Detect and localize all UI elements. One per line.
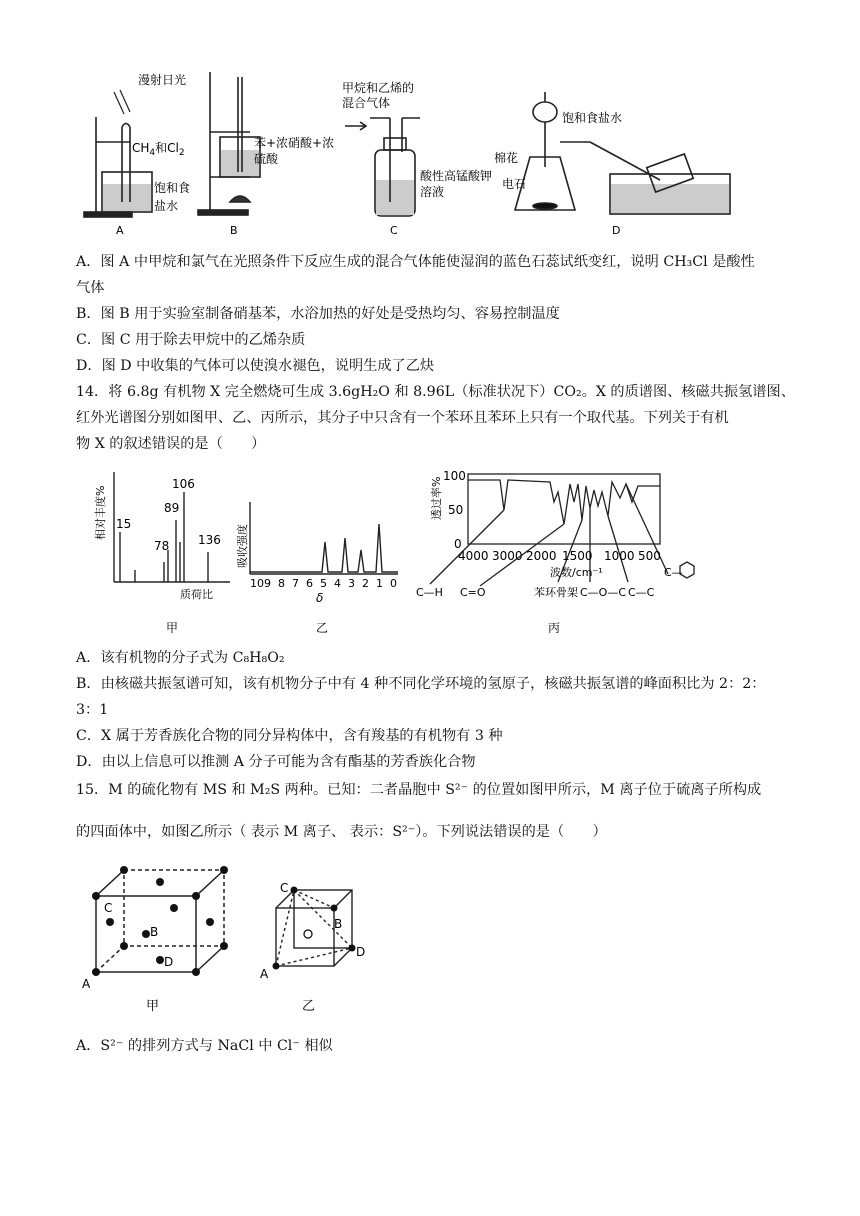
nmr-tick: 10 (250, 577, 264, 590)
apparatus-a-water-text-1: 饱和食 (154, 181, 191, 195)
ir-ylabel: 透过率% (430, 476, 443, 520)
nmr-tick: 1 (376, 577, 383, 590)
q15-option-a: A．S²⁻ 的排列方式与 NaCl 中 Cl⁻ 相似 (76, 1038, 333, 1054)
ir-band-coc: C—O—C (580, 586, 627, 599)
crystal-jia-label-d: D (164, 955, 174, 969)
apparatus-c-gas-text-1: 甲烷和乙烯的 (342, 81, 415, 95)
crystal-figure (76, 852, 396, 1017)
nmr-tick: 6 (306, 577, 313, 590)
apparatus-a-light-text: 漫射日光 (138, 73, 187, 87)
apparatus-a-label: A (116, 224, 124, 237)
nmr-tick: 9 (264, 577, 271, 590)
ir-band-cc: C—C (628, 586, 655, 599)
apparatus-b (198, 72, 260, 215)
q15-stem-line1: 15．M 的硫化物有 MS 和 M₂S 两种。已知：二者晶胞中 S²⁻ 的位置如图甲所示，M 离子位于硫离子所构成 (76, 782, 762, 798)
apparatus-d-label: D (612, 224, 621, 237)
crystal-yi-label-d: D (356, 945, 366, 959)
apparatus-b-text-1: 苯+浓硝酸+浓 (254, 136, 335, 150)
ir-band-cphenyl: C— (664, 566, 683, 579)
q14-option-c: C．X 属于芳香族化合物的同分异构体中，含有羧基的有机物有 3 种 (76, 728, 503, 744)
crystal-yi-label-c: C (280, 881, 289, 895)
apparatus-b-label: B (230, 224, 238, 237)
q14-stem-line1: 14．将 6.8g 有机物 X 完全燃烧可生成 3.6gH₂O 和 8.96L（标准状况下）CO₂。X 的质谱图、核磁共振氢谱图、 (76, 384, 795, 400)
apparatus-c-label: C (390, 224, 398, 237)
crystal-yi-label-b: B (334, 917, 343, 931)
ir-xtick: 1500 (562, 549, 593, 563)
nmr-tick: 3 (348, 577, 355, 590)
nmr-ylabel: 吸收强度 (236, 524, 249, 568)
mass-peak-15: 15 (116, 517, 132, 531)
crystal-jia-atoms (92, 866, 228, 976)
mass-peak-78: 78 (154, 539, 170, 553)
nmr-ticks (250, 577, 397, 590)
apparatus-c (345, 118, 420, 216)
mass-peak-106: 106 (172, 477, 195, 491)
ir-band-ch: C—H (416, 586, 443, 599)
q14-option-d: D．由以上信息可以推测 A 分子可能为含有酯基的芳香族化合物 (76, 754, 476, 770)
q14-option-b-line2: 3：1 (76, 702, 109, 718)
nmr-xlabel: δ (316, 591, 324, 605)
crystal-yi-caption: 乙 (302, 999, 316, 1014)
crystal-jia-label-b: B (150, 925, 159, 939)
crystal-jia-label-c: C (104, 901, 113, 915)
q13-option-a-line1: A．图 A 中甲烷和氯气在光照条件下反应生成的混合气体能使湿润的蓝色石蕊试纸变红，说明 CH₃Cl 是酸性 (76, 254, 755, 270)
q14-stem-line3: 物 X 的叙述错误的是（ ） (76, 436, 266, 452)
nmr-tick: 8 (278, 577, 285, 590)
apparatus-d (515, 92, 730, 214)
ir-band-ring: 苯环骨架 (534, 586, 578, 599)
crystal-jia-label-a: A (82, 977, 91, 991)
nmr-caption: 乙 (316, 621, 329, 635)
nmr-tick: 2 (362, 577, 369, 590)
apparatus-d-funnel-text: 饱和食盐水 (562, 111, 623, 125)
ir-xtick: 4000 (458, 549, 489, 563)
ir-caption: 丙 (548, 621, 561, 635)
nmr-tick: 4 (334, 577, 341, 590)
ir-ytick-50: 50 (448, 503, 464, 517)
mass-peak-89: 89 (164, 501, 180, 515)
q15-stem-line2: 的四面体中，如图乙所示（ 表示 M 离子、 表示：S²⁻）。下列说法错误的是（ ） (76, 824, 607, 840)
q14-option-a: A．该有机物的分子式为 C₈H₈O₂ (76, 650, 285, 666)
nmr-spectrum (250, 502, 398, 574)
apparatus-a-gas-text: $CH_4$和$Cl_2$ (132, 141, 185, 158)
q14-stem-line2: 红外光谱图分别如图甲、乙、丙所示，其分子中只含有一个苯环且苯环上只有一个取代基。下列关于有机 (76, 410, 729, 426)
ir-wavenumber-label: 波数/cm⁻¹ (550, 566, 603, 579)
nmr-tick: 5 (320, 577, 327, 590)
apparatus-c-gas-text-2: 混合气体 (342, 96, 391, 110)
apparatus-figure (70, 62, 760, 242)
ir-ytick-0: 0 (454, 537, 462, 551)
mass-ylabel: 相对丰度% (94, 485, 107, 540)
apparatus-b-text-2: 硫酸 (254, 152, 279, 166)
apparatus-d-stone-text: 电石 (502, 177, 527, 191)
ir-xtick: 2000 (526, 549, 557, 563)
nmr-tick: 0 (390, 577, 397, 590)
apparatus-c-solution-text-2: 溶液 (420, 185, 445, 199)
apparatus-c-solution-text-1: 酸性高锰酸钾 (420, 169, 493, 183)
ir-xtick: 3000 (492, 549, 523, 563)
mass-peak-136: 136 (198, 533, 221, 547)
q14-option-b-line1: B．由核磁共振氢谱可知，该有机物分子中有 4 种不同化学环境的氢原子，核磁共振氢谱的峰面积比为 2：2： (76, 676, 766, 692)
ir-ytick-100: 100 (443, 469, 466, 483)
ir-xtick: 1000 (604, 549, 635, 563)
ir-xtick: 500 (638, 549, 661, 563)
ir-band-co: C=O (460, 586, 486, 599)
q13-option-a-line2: 气体 (76, 280, 105, 296)
q13-option-b: B．图 B 用于实验室制备硝基苯，水浴加热的好处是受热均匀、容易控制温度 (76, 306, 560, 322)
q13-option-d: D．图 D 中收集的气体可以使溴水褪色，说明生成了乙炔 (76, 358, 435, 374)
spectra-figure (80, 462, 770, 642)
crystal-yi-label-a: A (260, 967, 269, 981)
mass-xlabel: 质荷比 (180, 588, 213, 601)
apparatus-d-cotton-text: 棉花 (494, 151, 519, 165)
mass-caption: 甲 (166, 621, 179, 635)
apparatus-a-water-text-2: 盐水 (154, 199, 179, 213)
crystal-jia-caption: 甲 (146, 999, 160, 1014)
nmr-tick: 7 (292, 577, 299, 590)
q13-option-c: C．图 C 用于除去甲烷中的乙烯杂质 (76, 332, 306, 348)
